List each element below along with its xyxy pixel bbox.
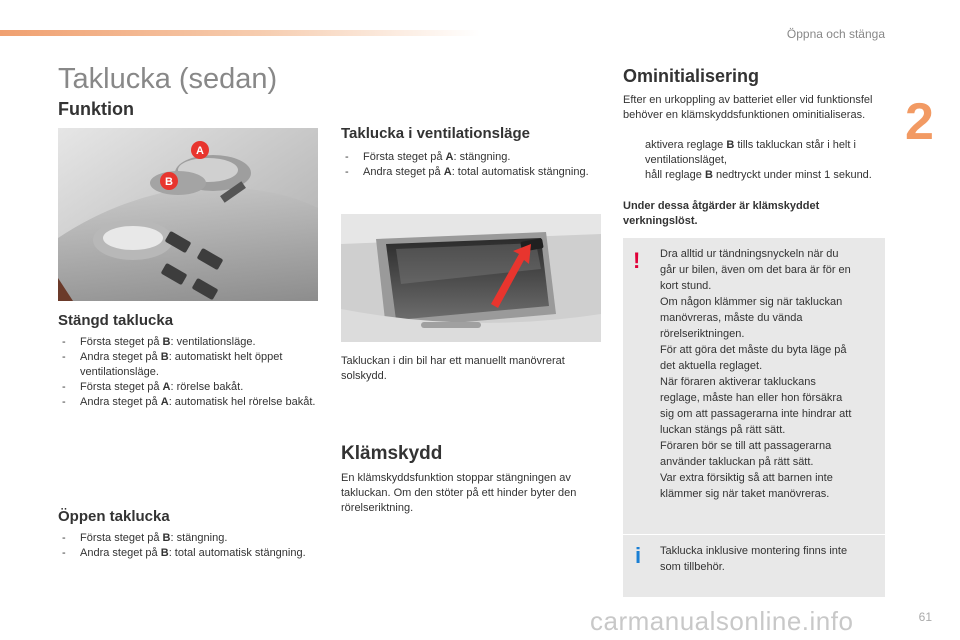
klamskydd-heading: Klämskydd bbox=[341, 443, 443, 464]
list-item: - Första steget på A: rörelse bakåt. bbox=[58, 380, 320, 395]
ominitialisering-heading: Ominitialisering bbox=[623, 66, 760, 86]
ventilation-caption: Takluckan i din bil har ett manuellt manövrerat solskydd. bbox=[341, 355, 565, 382]
ominitialisering-intro: Efter en urkoppling av batteriet eller vid funktionsfel behöver en klämskyddsfunktionen ominitialiseras. bbox=[623, 94, 873, 121]
section-title: Öppna och stänga bbox=[786, 27, 885, 41]
list-item: - Första steget på A: stängning. bbox=[341, 150, 603, 165]
overhead-console-image bbox=[58, 128, 318, 301]
info-text: Taklucka inklusive montering finns inte som tillbehör. bbox=[660, 545, 848, 573]
control-b-label: B bbox=[165, 176, 173, 188]
klamskydd-text: En klämskyddsfunktion stoppar stängningen av takluckan. Om den stöter på ett hinder byter den rörelseriktning. bbox=[341, 472, 577, 514]
sunroof-image bbox=[341, 214, 601, 342]
warning-text: Dra alltid ur tändningsnyckeln när du går ur bilen, även om det bara är för en kort stund. Om någon klämmer sig när takluckan manövreras, måste du vända rörelseriktningen. För att göra det måste du byta läge på det aktuella reglaget. När föraren aktiverar takluckans reglage, måste han eller hon försäkra sig om att passagerarna inte hindrar att luckan stängs på rätt sätt. Föraren bör se till att passagerarna använder takluckan på rätt sätt. Var extra försiktig så att barnen inte klämmer sig när taket manövreras. bbox=[660, 248, 852, 500]
ominitialisering-step-1: aktivera reglage B tills takluckan står i helt i ventilationsläget, bbox=[645, 139, 856, 166]
stangd-list bbox=[58, 335, 320, 410]
list-item: - Andra steget på B: automatiskt helt öppet ventilationsläge. bbox=[58, 350, 320, 380]
list-item: - Första steget på B: stängning. bbox=[58, 531, 320, 546]
chapter-number: 2 bbox=[905, 93, 934, 151]
page-number: 61 bbox=[918, 610, 932, 624]
warning-box bbox=[623, 238, 885, 534]
oppen-list bbox=[58, 531, 320, 561]
oppen-heading: Öppen taklucka bbox=[58, 508, 170, 525]
list-item: - Andra steget på A: automatisk hel rörelse bakåt. bbox=[58, 395, 320, 410]
ventilation-list bbox=[341, 150, 603, 180]
ominitialisering-warning: Under dessa åtgärder är klämskyddet verkningslöst. bbox=[623, 200, 820, 227]
warning-icon: ! bbox=[633, 248, 641, 273]
header-accent-bar bbox=[0, 30, 480, 36]
page-title: Taklucka (sedan) bbox=[58, 63, 278, 95]
list-item: - Andra steget på A: total automatisk stängning. bbox=[341, 165, 603, 180]
info-box bbox=[623, 535, 885, 597]
stangd-heading: Stängd taklucka bbox=[58, 312, 174, 329]
watermark: carmanualsonline.info bbox=[590, 606, 854, 636]
funktion-heading: Funktion bbox=[58, 99, 134, 119]
control-a-label: A bbox=[196, 145, 204, 157]
ventilation-heading: Taklucka i ventilationsläge bbox=[341, 125, 530, 142]
info-icon: i bbox=[635, 543, 642, 568]
list-item: - Andra steget på B: total automatisk stängning. bbox=[58, 546, 320, 561]
ominitialisering-step-2: håll reglage B nedtryckt under minst 1 sekund. bbox=[645, 169, 872, 181]
list-item: - Första steget på B: ventilationsläge. bbox=[58, 335, 320, 350]
